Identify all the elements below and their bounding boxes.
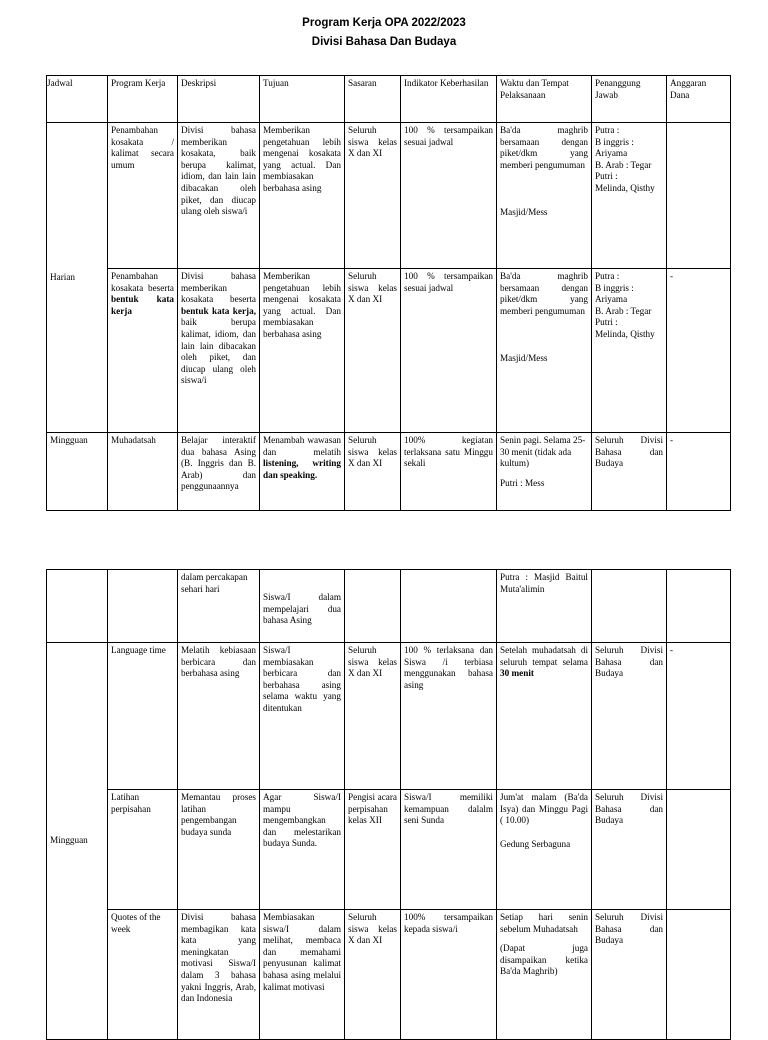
table-row — [47, 570, 731, 643]
waktu-text: Setelah muhadatsah di seluruh tempat selama — [500, 645, 588, 667]
cell-anggaran — [667, 570, 731, 643]
waktu-bold: 30 menit — [500, 668, 534, 679]
cell-jadwal — [47, 570, 108, 643]
desk-text: Divisi bahasa memberikan kosakata beserta — [181, 271, 256, 305]
program-text: Penambahan kosakata beserta — [111, 271, 174, 293]
cell-tujuan: Memberikan pengetahuan lebih mengenai kosakata yang actual. Dan membiasakan berbahasa asing — [260, 123, 345, 269]
cell-deskripsi: Divisi bahasa memberikan kosakata, baik berupa kalimat, idiom, dan lain lain dibacakan oleh piket, dan diucap ulang oleh siswa/i — [178, 123, 260, 269]
cell-waktu — [497, 123, 592, 269]
table-header-row — [47, 76, 731, 123]
cell-tujuan: Siswa/I membiasakan berbicara dan berbahasa asing selama waktu yang ditentukan — [260, 643, 345, 790]
cell-waktu — [497, 790, 592, 910]
cell-pj: Seluruh Divisi Bahasa dan Budaya — [592, 910, 667, 1040]
header-indikator: Indikator Keberhasilan — [401, 76, 497, 123]
cell-program: Quotes of the week — [108, 910, 178, 1040]
waktu-text: Setiap hari senin sebelum Muhadatsah — [500, 912, 588, 934]
waktu-text: Ba'da maghrib bersamaan dengan piket/dkm yang memberi pengumuman — [500, 125, 588, 170]
pj-line: Putra : — [595, 271, 620, 281]
header-sasaran: Sasaran — [345, 76, 401, 123]
cell-indikator: 100 % terlaksana dan Siswa /i terbiasa menggunakan bahasa asing — [401, 643, 497, 790]
cell-indikator: 100% kegiatan terlaksana satu Minggu sekali — [401, 433, 497, 511]
desk-bold: bentuk kata kerja, — [181, 305, 256, 316]
cell-pj — [592, 269, 667, 433]
cell-pj: Seluruh Divisi Bahasa dan Budaya — [592, 790, 667, 910]
program-table-1 — [46, 75, 731, 511]
pj-line: B inggris : Ariyama — [595, 282, 634, 305]
cell-indikator: 100% tersampaikan kepada siswa/i — [401, 910, 497, 1040]
document-title: Program Kerja OPA 2022/2023 — [302, 17, 466, 29]
cell-program: Muhadatsah — [108, 433, 178, 511]
tujuan-bold: listening, writing dan speaking. — [263, 458, 341, 480]
cell-anggaran: - — [667, 643, 731, 790]
waktu-text: Senin pagi. Selama 25-30 menit (tidak ada kultum) — [500, 435, 586, 469]
pj-line: Melinda, Qisthy — [595, 328, 655, 339]
cell-anggaran — [667, 123, 731, 269]
program-bold: bentuk kata kerja — [111, 294, 174, 316]
cell-program: Latihan perpisahan — [108, 790, 178, 910]
cell-program — [108, 269, 178, 433]
jadwal-mingguan: Mingguan — [47, 643, 108, 1040]
cell-indikator: Siswa/I memiliki kemampuan dalalm seni Sunda — [401, 790, 497, 910]
cell-deskripsi: Belajar interaktif dua bahasa Asing (B. Inggris dan B. Arab) dan penggunaannya — [178, 433, 260, 511]
cell-pj — [592, 123, 667, 269]
cell-program — [108, 570, 178, 643]
waktu-note: (Dapat juga disampaikan ketika Ba'da Maghrib) — [500, 943, 588, 977]
cell-sasaran: Seluruh siswa kelas X dan XI — [345, 433, 401, 511]
table-row — [47, 269, 731, 433]
cell-deskripsi: Divisi bahasa membagikan kata kata yang meningkatan motivasi Siswa/I dalam 3 bahasa yakni Inggris, Arab, dan Indonesia — [178, 910, 260, 1040]
cell-pj: Seluruh Divisi Bahasa dan Budaya — [592, 433, 667, 511]
cell-deskripsi — [178, 269, 260, 433]
table-row — [47, 123, 731, 269]
cell-pj: Seluruh Divisi Bahasa dan Budaya — [592, 643, 667, 790]
cell-waktu: Putra : Masjid Baitul Muta'alimin — [497, 570, 592, 643]
header-tujuan: Tujuan — [260, 76, 345, 123]
header-pj: Penanggung Jawab — [592, 76, 667, 123]
jadwal-mingguan: Mingguan — [47, 433, 108, 511]
cell-deskripsi: Melatih kebiasaan berbicara dan berbahasa asing — [178, 643, 260, 790]
waktu-place: Masjid/Mess — [500, 207, 548, 218]
cell-anggaran: - — [667, 433, 731, 511]
table-row — [47, 910, 731, 1040]
cell-waktu — [497, 910, 592, 1040]
cell-sasaran: Pengisi acara perpisahan kelas XII — [345, 790, 401, 910]
cell-indikator — [401, 570, 497, 643]
header-jadwal: Jadwal — [47, 76, 108, 123]
cell-tujuan: Membiasakan siswa/I dalam melihat, membaca dan memahami penyusunan kalimat bahasa asing melalui kalimat motivasi — [260, 910, 345, 1040]
tujuan-text: Menambah wawasan dan melatih — [263, 435, 341, 457]
waktu-place: Gedung Serbaguna — [500, 838, 571, 849]
waktu-place: Masjid/Mess — [500, 353, 548, 364]
header-deskripsi: Deskripsi — [178, 76, 260, 123]
header-program: Program Kerja — [108, 76, 178, 123]
pj-line: Putri : — [595, 171, 618, 182]
cell-tujuan: Memberikan pengetahuan lebih mengenai kosakata yang actual. Dan membiasakan berbahasa asing — [260, 269, 345, 433]
pj-line: Melinda, Qisthy — [595, 182, 655, 193]
cell-tujuan: Agar Siswa/I mampu mengembangkan dan melestarikan budaya Sunda. — [260, 790, 345, 910]
cell-anggaran: - — [667, 269, 731, 433]
cell-tujuan: Siswa/I dalam mempelajari dua bahasa Asing — [260, 570, 345, 643]
pj-line: Putri : — [595, 317, 618, 328]
cell-sasaran — [345, 570, 401, 643]
table-row — [47, 433, 731, 511]
cell-waktu — [497, 643, 592, 790]
cell-program: Language time — [108, 643, 178, 790]
cell-anggaran — [667, 910, 731, 1040]
desk-text: baik berupa kalimat, idiom, dan lain lain dibacakan oleh piket, dan diucap ulang oleh siswa/i — [181, 317, 256, 386]
waktu-text: Ba'da maghrib bersamaan dengan piket/dkm yang memberi pengumuman — [500, 271, 588, 316]
cell-sasaran: Seluruh siswa kelas X dan XI — [345, 643, 401, 790]
cell-sasaran: Seluruh siswa kelas X dan XI — [345, 123, 401, 269]
cell-pj — [592, 570, 667, 643]
pj-line: B. Arab : Tegar — [595, 159, 652, 170]
document-subtitle: Divisi Bahasa Dan Budaya — [311, 36, 457, 48]
cell-tujuan — [260, 433, 345, 511]
cell-indikator: 100 % tersampaikan sesuai jadwal — [401, 123, 497, 269]
table-row — [47, 643, 731, 790]
program-table-2 — [46, 569, 731, 1040]
header-waktu: Waktu dan Tempat Pelaksanaan — [497, 76, 592, 123]
cell-waktu — [497, 433, 592, 511]
pj-line: B inggris : Ariyama — [595, 136, 634, 159]
table-row — [47, 790, 731, 910]
cell-program: Penambahan kosakata / kalimat secara umum — [108, 123, 178, 269]
pj-line: Putra : — [595, 125, 620, 135]
cell-deskripsi: dalam percakapan sehari hari — [178, 570, 260, 643]
cell-waktu — [497, 269, 592, 433]
cell-sasaran: Seluruh siswa kelas X dan XI — [345, 910, 401, 1040]
cell-indikator: 100 % tersampaikan sesuai jadwal — [401, 269, 497, 433]
jadwal-harian: Harian — [47, 123, 108, 433]
waktu-text: Jum'at malam (Ba'da Isya) dan Minggu Pagi ( 10.00) — [500, 792, 588, 826]
cell-anggaran — [667, 790, 731, 910]
header-anggaran: Anggaran Dana — [667, 76, 731, 123]
cell-deskripsi: Memantau proses latihan pengembangan budaya sunda — [178, 790, 260, 910]
pj-line: B. Arab : Tegar — [595, 305, 652, 316]
cell-sasaran: Seluruh siswa kelas X dan XI — [345, 269, 401, 433]
waktu-place: Putri : Mess — [500, 477, 545, 488]
